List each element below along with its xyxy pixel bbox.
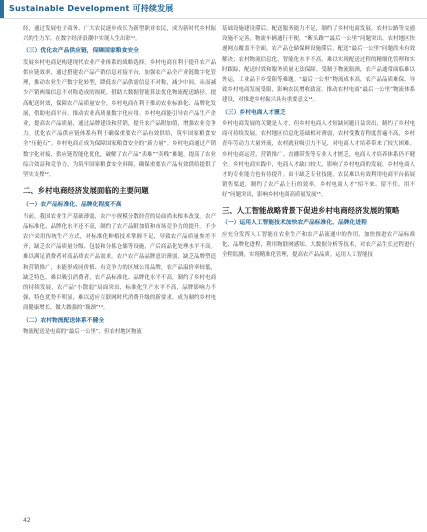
page-number: 42	[23, 517, 31, 524]
subsection-heading: （三）优化农产品供应链，保障国家粮食安全	[23, 48, 139, 55]
paragraph: 物流配送是电商的“最后一公里”，但农村地区物流	[23, 329, 142, 336]
subsection-heading: （一）运用人工智能技术加快农产品标准化、品牌化进程	[222, 220, 367, 227]
subsection-heading: （一）农产品标准化、品牌化程度不高	[23, 202, 122, 209]
header-title: Sustainable Development 可持续发展	[9, 4, 174, 13]
paragraph: 基础设施建设滞后，配送服务能力不足，制约了乡村电商发展。农村公路等交通设施不完善，物流车辆通行不便，“断头路”“最后一公里”问题突出。农村地区快递网点覆盖不全面，农产品仓储保鲜设施滞后，配送“最后一公里”问题尚未有效解决；农村物流信息化、智能化水平不高，难以实现配送过程的精细化管理和实时跟踪，配送时效和服务质量无法保障。受制于物流瓶颈，农产品通常面临难以外运，工业品下乡受阻等难题。“最后一公里”物流成本高，农产品品质难保，导致乡村电商发展受限，影响农民增收致富。推动农村电商“最后一公里”物流体系建设，对推进乡村振兴具有重要意义¹⁴。	[222, 26, 415, 104]
paragraph: 应充分发挥人工智能在农业生产和农产品流通中的作用，加快推进农产品标准化、品牌化进程，利用物联网感知、大数据分析等技术，对农产品生长过程进行全程监测，实现精准化管理，提高农产品品质。运用人工智能技	[222, 231, 415, 258]
left-column	[23, 24, 216, 337]
section-heading: 三、人工智能战略背景下促进乡村电商经济发展的策略	[222, 205, 400, 215]
section-heading: 二、乡村电商经济发展面临的主要问题	[23, 186, 149, 196]
right-column	[222, 24, 415, 260]
page-header	[0, 0, 427, 19]
subsection-heading: （三）乡村电商人才匮乏	[222, 109, 286, 116]
subsection-heading: （二）农村物流配送体系不健全	[23, 317, 105, 324]
paragraph: 乡村电商发展的关键是人才，但乡村电商人才短缺问题日益突出，制约了乡村电商可持续发展。农村地区信息化基础相对薄弱，农村受教育程度普遍不高，乡村青年劳动力大量外流，农村就业吸引力不足，对电商人才培养带来了较大困难。乡村电商运营、营销推广、直播带货等专业人才匮乏，电商人才培养体系仍不健全。乡村电商实践中，电商人才缺口较大，影响了乡村电商的发展，乡村电商人才的专业能力也有待提升。由于缺乏专业技能，农民难以有效利用电商平台拓展销售渠道，制约了农产品上行的效率。乡村电商人才“招不来、留不住、用不好”问题突出，影响乡村电商高质量发展¹⁵。	[222, 121, 415, 199]
paragraph: 当前，我国农业生产基础薄弱，农户小规模分散经营的局面尚未根本改变。农产品标准化、品牌化水平还不高，制约了农产品附加值和市场竞争力的提升。不少农户采用传统生产方式，对标准化种植技术掌握不足，导致农产品质量参差不齐，缺乏农产品质量分级、包装和分拣仓储等设施，产后商品化处理水平不高。难以满足消费者对高品质农产品需求。农户农产品品牌意识薄弱，缺乏品牌塑造和营销推广，未能形成同价格、有竞争力的区域公用品牌，农产品溢价率较低，缺乏特色，难以吸引消费者，农产品标准化、品牌化水平不高，制约了乡村电商的持续发展，农产品“小散弱”局面突出，标准化生产水平不高，品牌影响力不强，特色优势不明显，难以适应互联网时代消费升级的新要求，成为制约乡村电商健康增长，做大做强的“瓶颈”¹³。	[23, 213, 216, 312]
header-accent-bar	[0, 0, 4, 19]
paragraph: 发展乡村电商是构建现代农业产业体系的战略选择。乡村电商在利于提升农产品供应链效率，通过搭建农产品产销信息对接平台，加强农产品全产业链数字化管理，推动农业生产数字化转型，降低农产品供需信息不对称，减少中间、从而减少产销两端信息不对称造成的损耗。借助大数据智能算法优化物流配送路径，提高配送时效，保障农产品质量安全。乡村电商在利于推动农业标准化、品牌化发展，借助电商平台，推动农业高质量数字化应用。乡村电商能引导农产品生产企业，提高农产品质量，通过品牌建设和营销，提升农产品附加值，增强农业竞争力。优化农产品供应链体系有利于确保重要农产品有效供给，筑牢国家粮食安全“压舱石”。乡村电商正成为保障国家粮食安全的“新力量”。乡村电商通过产销数字化对接、供应链智能化优化，破解了农产品“卖难”“卖贱”难题，提高了农业综合效益和竞争力，为筑牢国家粮食安全屏障，确保重要农产品有效供给提供了坚实支撑¹²。	[23, 59, 216, 179]
paragraph: 经，通过发展电子商务、广大农民逐步成长为新型职业农民，成为新时代乡村振兴的生力军，在数字经济浪潮中实现人生出彩¹¹。	[23, 26, 216, 43]
header-rule	[0, 18, 427, 19]
